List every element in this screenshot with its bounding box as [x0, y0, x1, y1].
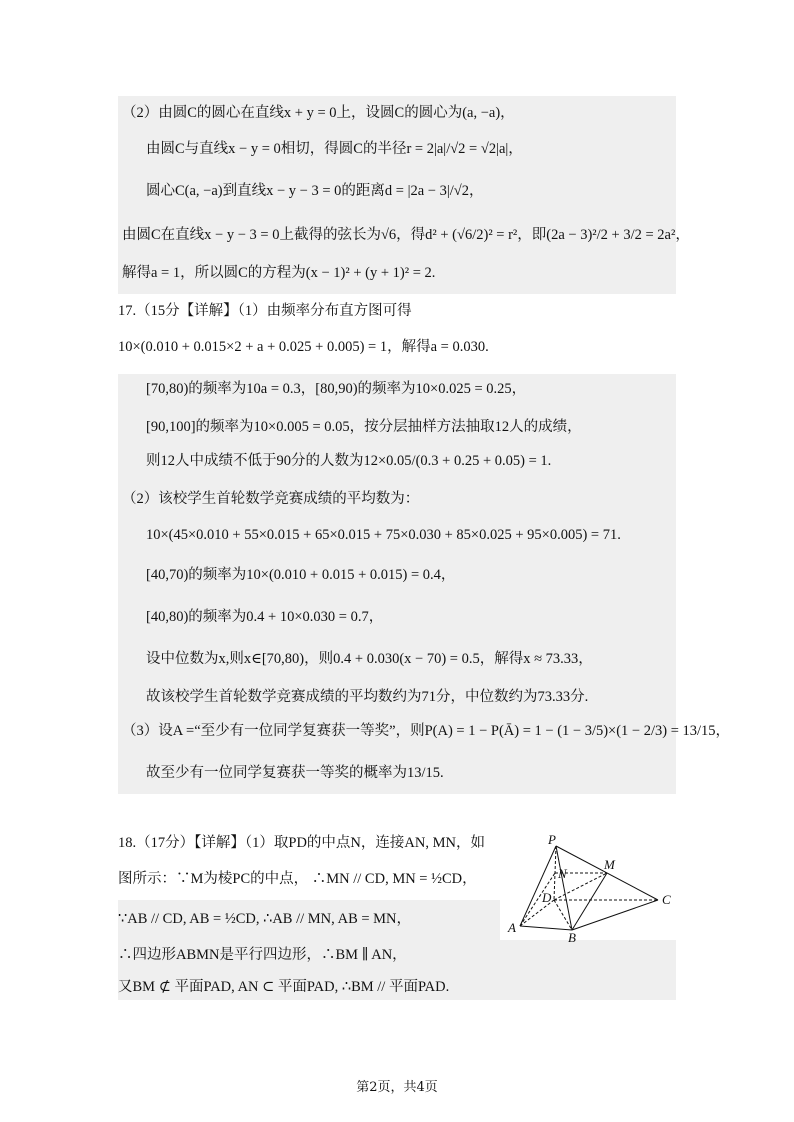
- s17-line-2: [90,100]的频率为10×0.005 = 0.05，按分层抽样方法抽取12人的成绩，: [146, 419, 582, 435]
- s18-line-3: ∵AB // CD, AB = ½CD, ∴AB // MN, AB = MN，: [118, 911, 412, 927]
- s16-line-5: 解得a = 1，所以圆C的方程为(x − 1)² + (y + 1)² = 2.: [122, 265, 436, 281]
- pyramid-figure: [502, 834, 682, 946]
- label-M: M: [604, 857, 615, 872]
- s17-eq-5: 设中位数为x,则x∈[70,80)，则0.4 + 0.030(x − 70) = 0.5，解得x ≈ 73.33，: [146, 651, 593, 667]
- label-N: N: [558, 866, 567, 881]
- label-B: B: [568, 930, 576, 945]
- s17-final: 故至少有一位同学复赛获一等奖的概率为13/15.: [146, 765, 444, 781]
- label-P: P: [548, 834, 556, 847]
- s17-eq-4: [40,80)的频率为0.4 + 10×0.030 = 0.7，: [146, 609, 384, 625]
- s16-line-4: 由圆C在直线x − y − 3 = 0上截得的弦长为√6，得d² + (√6/2)² = r²，即(2a − 3)²/2 + 3/2 = 2a²，: [122, 227, 690, 243]
- s17-part-3: （3）设A =“至少有一位同学复赛获一等奖”，则P(A) = 1 − P(Ā) = 1 − (1 − 3/5)×(1 − 2/3) = 13/15，: [122, 723, 731, 739]
- s16-line-1: （2）由圆C的圆心在直线x + y = 0上，设圆C的圆心为(a, −a)，: [122, 105, 515, 121]
- s17-line-3: 则12人中成绩不低于90分的人数为12×0.05/(0.3 + 0.25 + 0.05) = 1.: [146, 453, 552, 469]
- edge-AB: [520, 926, 572, 930]
- page-footer: 第2页，共4页: [356, 1080, 438, 1095]
- label-A: A: [508, 920, 516, 935]
- s17-header: 17.（15分【详解】（1）由频率分布直方图可得: [118, 303, 412, 319]
- s17-part-2: （2）该校学生首轮数学竞赛成绩的平均数为：: [122, 491, 420, 507]
- s17-line-1: [70,80)的频率为10a = 0.3，[80,90)的频率为10×0.025 = 0.25，: [146, 381, 527, 397]
- s18-line-1: 18.（17分）【详解】（1）取PD的中点N，连接AN, MN，如: [118, 835, 485, 851]
- s18-line-5: 又BM ⊄ 平面PAD, AN ⊂ 平面PAD, ∴BM // 平面PAD.: [118, 979, 450, 995]
- s18-line-2: 图所示：∵M为棱PC的中点， ∴MN // CD, MN = ½CD，: [118, 871, 477, 887]
- edge-PA: [520, 846, 556, 926]
- s16-line-3: 圆心C(a, −a)到直线x − y − 3 = 0的距离d = |2a − 3|/√2，: [146, 183, 484, 199]
- s17-eq-3: [40,70)的频率为10×(0.010 + 0.015 + 0.015) = 0.4，: [146, 567, 456, 583]
- s17-eq-1: 10×(0.010 + 0.015×2 + a + 0.025 + 0.005) = 1，解得a = 0.030.: [118, 339, 489, 355]
- s18-line-4: ∴四边形ABMN是平行四边形，∴BM ∥ AN，: [118, 947, 407, 963]
- s17-eq-2: 10×(45×0.010 + 55×0.015 + 65×0.015 + 75×0.030 + 85×0.025 + 95×0.005) = 71.: [146, 527, 621, 543]
- s17-conclusion: 故该校学生首轮数学竞赛成绩的平均数约为71分，中位数约为73.33分.: [146, 689, 589, 705]
- label-C: C: [662, 892, 671, 907]
- edge-BC: [572, 900, 658, 930]
- s16-line-2: 由圆C与直线x − y = 0相切，得圆C的半径r = 2|a|/√2 = √2|a|，: [146, 141, 523, 157]
- label-D: D: [542, 890, 552, 905]
